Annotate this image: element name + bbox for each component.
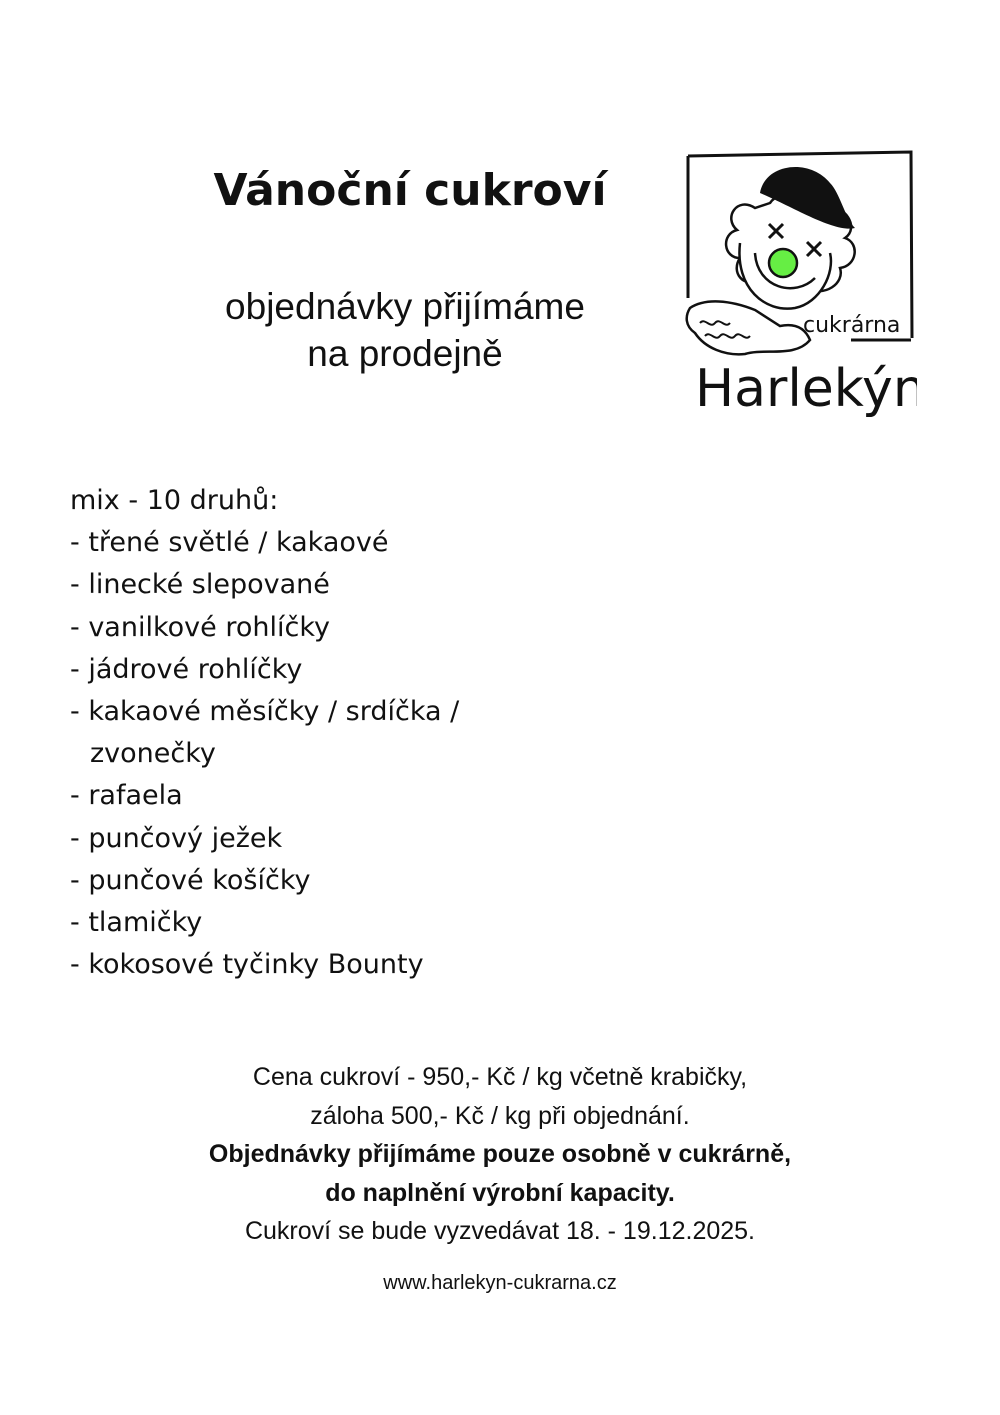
list-item: - tlamičky <box>70 907 203 939</box>
subtitle-line-2: na prodejně <box>307 333 503 374</box>
page-title: Vánoční cukroví <box>213 165 607 216</box>
deposit-line: záloha 500,- Kč / kg při objednání. <box>310 1101 690 1130</box>
list-item: - rafaela <box>70 780 183 812</box>
svg-text:Harlekýn: Harlekýn <box>695 359 917 419</box>
order-notice-line-2: do naplnění výrobní kapacity. <box>325 1178 675 1207</box>
svg-text:cukrárna: cukrárna <box>803 313 901 338</box>
subtitle <box>170 283 640 377</box>
price-info <box>150 1058 850 1251</box>
harlekyn-logo <box>685 148 917 433</box>
list-item: - punčový ježek <box>70 822 283 854</box>
website-link[interactable]: www.harlekyn-cukrarna.cz <box>383 1272 617 1294</box>
list-item: - jádrové rohlíčky <box>70 653 303 685</box>
list-item: - kokosové tyčinky Bounty <box>70 949 424 981</box>
list-item: - linecké slepované <box>70 569 330 601</box>
price-line: Cena cukroví - 950,- Kč / kg včetně krabičky, <box>252 1063 748 1091</box>
list-item: - vanilkové rohlíčky <box>70 611 330 643</box>
subtitle-line-1: objednávky přijímáme <box>225 286 585 327</box>
mix-heading: mix - 10 druhů: <box>70 485 279 516</box>
order-notice-line-1: Objednávky přijímáme pouze osobně v cukrárně, <box>208 1140 792 1168</box>
list-item: - kakaové měsíčky / srdíčka / <box>70 696 460 728</box>
cookie-mix-list <box>70 480 590 986</box>
list-item: - třené světlé / kakaové <box>70 527 389 559</box>
clown-logo-icon <box>685 148 917 433</box>
list-item-continuation: zvonečky <box>90 738 216 770</box>
pickup-line: Cukroví se bude vyzvedávat 18. - 19.12.2025. <box>244 1217 756 1245</box>
list-item: - punčové košíčky <box>70 864 311 896</box>
